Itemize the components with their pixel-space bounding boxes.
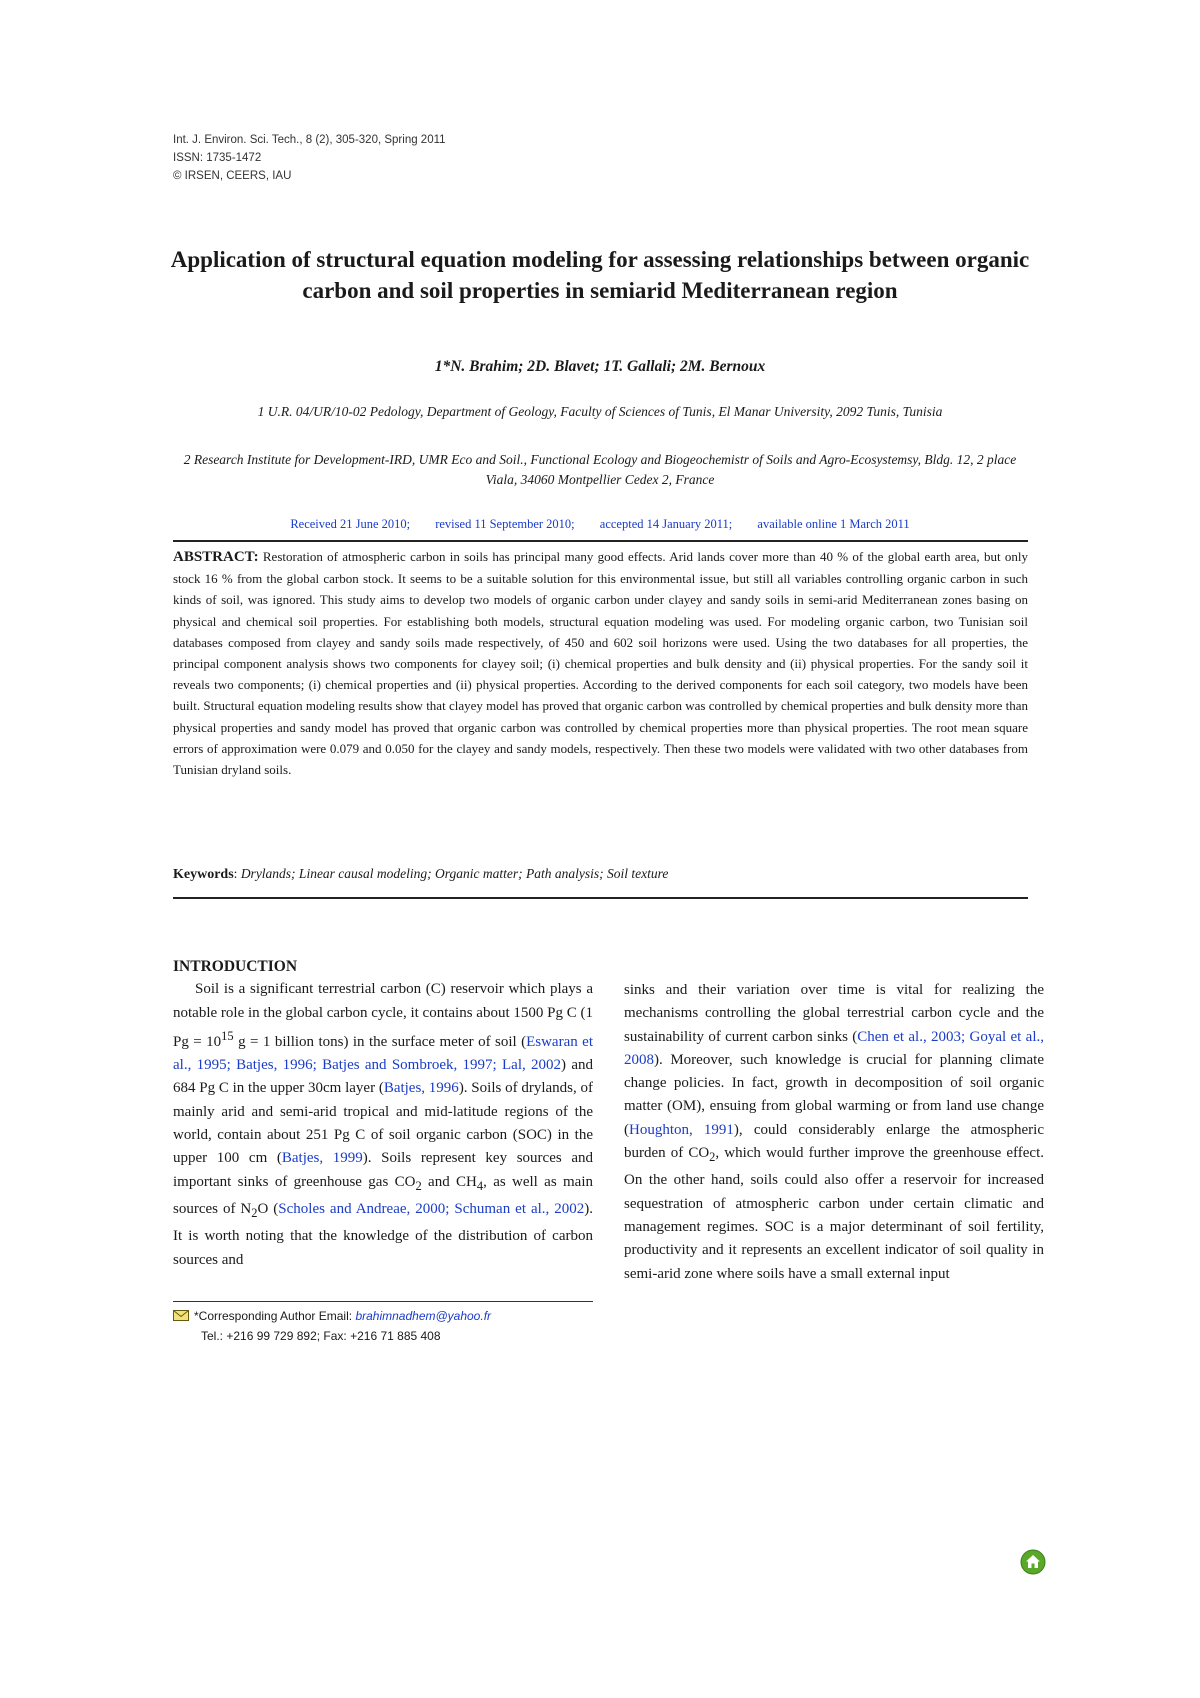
keywords-label: Keywords [173,867,234,882]
column-left [173,955,593,1272]
citation-link[interactable]: Houghton, 1991 [629,1121,734,1138]
introduction-paragraph-continued: sinks and their variation over time is vital for realizing the mechanisms controlling the global terrestrial carbon cycle and the sustainability of current carbon sinks (Chen et al., 2003; Goyal et al., 2008). Moreover, such knowledge is crucial for planning climate change policies. In fact, growth in decomposition of soil organic matter (OM), ensuing from global warming or from land use change (Houghton, 1991), could considerably enlarge the atmospheric burden of $CO_2$, which would further improve the greenhouse effect. On the other hand, soils could also offer a reservoir for increased sequestration of atmospheric carbon under certain climatic and management regimes. SOC is a major determinant of soil fertility, productivity and it represents an excellent indicator of soil quality in semi-arid zone where soils have a small external input [624,982,1044,1282]
affiliation-2: 2 Research Institute for Development-IRD, UMR Eco and Soil., Functional Ecology and Biogeochemistr of Soils and Agro-Ecosystemsy, Bldg. 12, 2 place Viala, 34060 Montpellier Cedex 2, France [183,452,1017,487]
envelope-icon [173,1310,189,1321]
home-icon[interactable] [1020,1549,1046,1575]
journal-copyright: © IRSEN, CEERS, IAU [173,170,292,182]
corresponding-author-footnote [173,1306,593,1346]
citation-link[interactable]: Scholes and Andreae, 2000; Schuman et al., 2002 [278,1200,585,1217]
citation-link[interactable]: Chen et al., 2003; Goyal et al., 2008 [624,1028,1044,1068]
keywords-text: Drylands; Linear causal modeling; Organic matter; Path analysis; Soil texture [240,866,669,881]
section-heading-introduction: INTRODUCTION [173,958,298,975]
introduction-paragraph: Soil is a significant terrestrial carbon (C) reservoir which plays a notable role in the global carbon cycle, it contains about 1500 Pg C (1 $Pg = 10^{15}$ g = 1 billion tons) in the surface meter of soil (Eswaran et al., 1995; Batjes, 1996; Batjes and Sombroek, 1997; Lal, 2002) and 684 Pg C in the upper 30cm layer (Batjes, 1996). Soils of drylands, of mainly arid and semi-arid tropical and mid-latitude regions of the world, contain about 251 Pg C of soil organic carbon (SOC) in the upper 100 cm (Batjes, 1999). Soils represent key sources and important sinks of greenhouse gas $CO_2$ and $CH_4$, as well as main sources of $N_2O$ (Scholes and Andreae, 2000; Schuman et al., 2002). It is worth noting that the knowledge of the distribution of carbon sources and [173,981,593,1268]
abstract-label: ABSTRACT: [173,549,259,565]
citation-link[interactable]: Batjes, 1999 [281,1150,363,1167]
date-received: Received 21 June 2010; [290,517,411,531]
keywords: Keywords: Drylands; Linear causal modeling; Organic matter; Path analysis; Soil texture [173,866,669,882]
date-revised: revised 11 September 2010; [435,517,575,531]
abstract-bottom-rule [173,897,1028,899]
footnote-label: *Corresponding Author Email: [194,1309,353,1323]
citation-link[interactable]: Batjes, 1996 [383,1080,459,1097]
journal-header [173,131,446,185]
affiliation-1: 1 U.R. 04/UR/10-02 Pedology, Department of Geology, Faculty of Sciences of Tunis, El Manar University, 2092 Tunis, Tunisia [257,404,943,419]
date-accepted: accepted 14 January 2011; [599,517,733,531]
paper-title: Application of structural equation modeling for assessing relationships between organic carbon and soil properties in semiarid Mediterranean region [170,247,1030,303]
author-list: 1*N. Brahim; 2D. Blavet; 1T. Gallali; 2M. Bernoux [434,358,766,375]
author-email-link[interactable]: brahimnadhem@yahoo.fr [355,1309,492,1323]
column-right [624,979,1044,1286]
date-online: available online 1 March 2011 [757,517,910,531]
abstract-text: Restoration of atmospheric carbon in soils has principal many good effects. Arid lands cover more than 40 % of the global earth area, but only stock 16 % from the global carbon stock. It seems to be a suitable solution for this environmental issue, but still all variables controlling organic carbon in such kinds of soil, was ignored. This study aims to develop two models of organic carbon under clayey and sandy soils in semi-arid Mediterranean zones basing on physical and chemical soil properties. For establishing both models, structural equation modeling was used. For modeling organic carbon, two Tunisian soil databases composed from clayey and sandy soils made respectively, of 450 and 602 soil horizons were used. Using the two databases for all properties, the principal component analysis shows two components for clayey soil; (i) chemical properties and bulk density and (ii) physical properties. For the sandy soil it reveals two components; (i) chemical properties and (ii) physical properties. According to the derived components for each soil category, two models have been built. Structural equation modeling results show that clayey model has proved that organic carbon was controlled by chemical properties and bulk density more than physical properties and sandy model has proved that organic carbon was controlled by chemical properties more than physical properties. The root mean square errors of approximation were 0.079 and 0.050 for the clayey and sandy models, respectively. Then these two models were validated with two other databases from Tunisian dryland soils. [173,549,1028,778]
abstract [173,546,1028,780]
journal-issn: ISSN: 1735-1472 [173,152,262,164]
citation-link[interactable]: Eswaran et al., 1995; Batjes, 1996; Batjes and Sombroek, 1997; Lal, 2002 [173,1033,593,1074]
journal-citation: Int. J. Environ. Sci. Tech., 8 (2), 305-320, Spring 2011 [173,134,446,146]
abstract-top-rule [173,540,1028,542]
footnote-phone: Tel.: +216 99 729 892; Fax: +216 71 885 408 [201,1329,441,1343]
publication-dates [170,517,1030,532]
footnote-rule [173,1301,593,1302]
